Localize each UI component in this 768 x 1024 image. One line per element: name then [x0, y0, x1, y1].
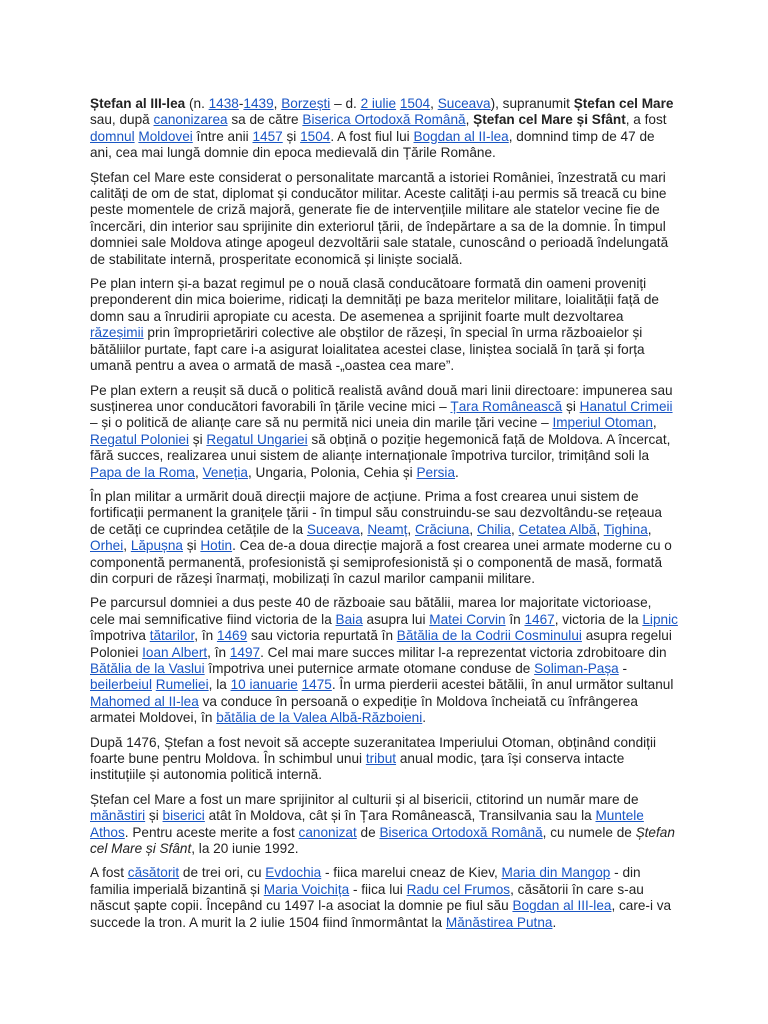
text-run: între anii [192, 128, 253, 144]
text-run: , [510, 521, 519, 537]
wiki-link[interactable]: tătarilor [149, 628, 195, 644]
text-run: de [356, 824, 380, 840]
text-run: , care-i va succede la tron. A murit la 2 iulie 1504 fiind înmormântat la [90, 898, 672, 930]
text-run: - [238, 96, 244, 111]
text-run: va conduce în persoană o expediție în Moldova încheiată cu înfrângerea armatei Moldovei, în [90, 693, 638, 726]
bold-text: Ștefan cel Mare [573, 96, 674, 111]
text-run: , la [208, 677, 231, 693]
text-run: (n. [185, 96, 209, 111]
wiki-link[interactable]: Regatul Ungariei [206, 431, 308, 447]
text-run: , [465, 112, 474, 128]
wiki-link[interactable]: Mănăstirea Putna [445, 914, 553, 930]
wiki-link[interactable]: Ioan Albert [142, 644, 208, 660]
wiki-link[interactable]: Suceava [306, 521, 360, 537]
text-run: , în [207, 644, 230, 660]
wiki-link[interactable]: Veneția [202, 464, 248, 480]
paragraph-7 [90, 735, 680, 784]
wiki-link[interactable]: 1457 [252, 128, 283, 144]
text-run: . Cel mai mare succes militar l-a reprezentat victoria zdrobitoare din [260, 644, 667, 660]
wiki-link[interactable]: Maria din Mangop [501, 865, 611, 881]
text-run: - fiica lui [349, 881, 407, 897]
wiki-link[interactable]: 1504 [399, 96, 431, 111]
paragraph-1 [90, 96, 680, 162]
text-run: , domnind timp de 47 de ani, cea mai lungă domnie din epoca medievală din Țările Române. [90, 128, 655, 161]
text-run: . [422, 710, 427, 726]
wiki-link[interactable]: Bătălia de la Codrii Cosminului [396, 628, 582, 644]
paragraph-2 [90, 170, 680, 268]
text-run: . [552, 914, 557, 930]
wiki-link[interactable]: Borzești [281, 96, 331, 111]
text-run: ), supranumit [490, 96, 574, 111]
italic-text: Ștefan cel Mare și Sfânt [90, 824, 675, 857]
text-run: . În urma pierderii acestei bătălii, în anul următor sultanul [331, 677, 674, 693]
text-run: , cu numele de [542, 824, 636, 840]
text-run: , la 20 iunie 1992. [191, 841, 299, 857]
document-page [90, 96, 680, 939]
text-run: – și o politică de alianțe care să nu permită nici uneia din marile țări vecine – [90, 415, 553, 431]
text-run: Ștefan cel Mare este considerat o personalitate marcantă a istoriei României, înzestrată cu mari calități de om de stat, diplomat și conducător militar. Aceste calități i-au permis să treacă cu bine peste momentele de criză majoră, generate fie de intervențiile militare ale statelor vecine fie de încercări, din interior sau sprijinite din exteriorul țării, de îndepărtare a sa de la domnie. În timpul domniei sale Moldova atinge apogeul dezvoltării sale statale, cunoscând o perioadă îndelungată de stabilitate internă, prosperitate economică și liniște socială. [90, 169, 669, 267]
wiki-link[interactable]: Lăpușna [130, 538, 183, 554]
paragraph-3 [90, 276, 680, 374]
text-run: . Cea de-a doua direcție majoră a fost crearea unei armate moderne cu o componentă permanentă, profesionistă și semiprofesionistă și o componentă de masă, formată din corpuri de răzeși înarmați, mobilizați în cazul marilor campanii militare. [90, 538, 672, 586]
text-run: . A fost fiul lui [330, 128, 414, 144]
text-run: sau, după [90, 112, 154, 128]
wiki-link[interactable]: 1497 [229, 644, 261, 660]
text-run: - din familia imperială bizantină și [90, 865, 641, 897]
text-run: Pe parcursul domniei a dus peste 40 de războaie sau bătălii, marea lor majoritate victorioase, cele mai semnificative fiind victoria de la [90, 595, 652, 627]
wiki-link[interactable]: Hotin [200, 538, 233, 554]
text-run: - fiica marelui cneaz de Kiev, [321, 865, 502, 881]
text-run: anual modic, țara își conserva intacte instituțiile și autonomia politică internă. [90, 751, 625, 783]
paragraph-8 [90, 792, 680, 858]
text-run: – d. [330, 96, 361, 111]
text-run: și [562, 398, 580, 414]
text-run: , [652, 415, 657, 431]
wiki-link[interactable]: Hanatul Crimeii [579, 398, 673, 414]
text-run: Pe plan extern a reușit să ducă o politică realistă având două mari linii directoare: impunerea sau susținerea unor conducători favorabili în țările vecine mici – [90, 382, 673, 414]
text-run: și [182, 538, 201, 554]
text-run: , [359, 521, 368, 537]
text-run: În plan militar a urmărit două direcții majore de acțiune. Prima a fost crearea unui sistem de fortificații permanent la granițele țării - în timpul său construindu-se sau dezvoltându-se rețeaua de cetăți ce cuprindea cetățile de la [90, 488, 662, 537]
text-run: și [145, 808, 163, 824]
wiki-link[interactable]: 1475 [301, 677, 332, 693]
paragraph-6 [90, 595, 680, 726]
text-run: , [647, 521, 652, 537]
text-run: Ștefan cel Mare a fost un mare sprijinitor al culturii și al bisericii, ctitorind un număr mare de [90, 791, 639, 807]
paragraph-5 [90, 489, 680, 587]
wiki-link[interactable]: 10 ianuarie [230, 677, 298, 693]
text-run: asupra regelui Poloniei [90, 628, 672, 660]
wiki-link[interactable]: Imperiul Otoman [552, 415, 653, 431]
text-run: împotriva unei puternice armate otomane conduse de [204, 661, 535, 676]
text-run: sau victoria repurtată în [247, 628, 397, 644]
text-run: , [273, 96, 282, 111]
wiki-link[interactable]: Suceava [437, 96, 491, 111]
wiki-link[interactable]: Matei Corvin [429, 611, 506, 627]
wiki-link[interactable]: canonizarea [153, 112, 228, 128]
wiki-link[interactable]: Soliman-Pașa [534, 661, 619, 676]
wiki-link[interactable]: 1439 [243, 96, 274, 111]
text-run: , căsătorii în care s-au născut șapte copii. Începând cu 1497 l-a asociat la domnie pe fiul său [90, 881, 644, 914]
text-run: , [123, 538, 131, 554]
paragraph-9 [90, 865, 680, 931]
wiki-link[interactable]: 1504 [300, 128, 331, 144]
wiki-link[interactable]: Maria Voichița [263, 881, 350, 897]
wiki-link[interactable]: 1438 [208, 96, 239, 111]
text-run: , în [194, 628, 217, 644]
wiki-link[interactable]: Moldovei [138, 128, 193, 144]
text-run: Pe plan intern și-a bazat regimul pe o nouă clasă conducătoare formată din oameni proveniți preponderent din mica boierime, ridicați la demnități pe baza meritelor militare, loialității față de domn sau a înrudirii apropiate cu acesta. De asemenea a sprijinit foarte mult dezvoltarea [90, 276, 659, 324]
wiki-link[interactable]: Radu cel Frumos [406, 881, 511, 897]
text-run: și [189, 431, 207, 447]
wiki-link[interactable]: 2 iulie [360, 96, 397, 111]
text-run: A fost [90, 865, 128, 881]
text-run: asupra lui [362, 611, 430, 627]
wiki-link[interactable]: Biserica Ortodoxă Română [302, 112, 466, 128]
text-run: , [596, 521, 604, 537]
wiki-link[interactable]: Regatul Poloniei [90, 431, 189, 447]
bold-text: Ștefan al III-lea [90, 96, 186, 111]
wiki-link[interactable]: domnul [90, 128, 135, 144]
wiki-link[interactable]: Mahomed al II-lea [90, 693, 199, 709]
text-run: După 1476, Ștefan a fost nevoit să accepte suzeranitatea Imperiului Otoman, obținând condiții foarte bune pentru Moldova. În schimbul unui [90, 734, 656, 767]
paragraph-4 [90, 383, 680, 481]
text-run: . [455, 464, 459, 480]
wiki-link[interactable]: răzeșimii [90, 325, 144, 341]
wiki-link[interactable]: 1467 [524, 611, 555, 627]
text-run: prin împroprietăriri colective ale obștilor de răzeși, în special în urma războaielor și bătăliilor purtate, fapt care i-a asigurat loialitatea acestei clase, liniștea socială în țară și forța umană pentru a avea o armată de masă -„oastea cea mare”. [90, 325, 645, 374]
text-run: și [282, 128, 301, 144]
text-run: , Ungaria, Polonia, Cehia și [247, 464, 417, 480]
text-run: , [195, 464, 203, 480]
text-run: - [618, 661, 628, 676]
wiki-link[interactable]: Chilia [476, 521, 511, 537]
wiki-link[interactable]: Bogdan al III-lea [512, 898, 612, 914]
wiki-link[interactable]: bătălia de la Valea Albă-Războieni [216, 710, 423, 726]
text-run: , [430, 96, 438, 111]
wiki-link[interactable]: Evdochia [265, 865, 322, 881]
wiki-link[interactable]: tribut [365, 751, 397, 767]
text-run: , [407, 521, 415, 537]
bold-text: Ștefan cel Mare și Sfânt [473, 112, 626, 128]
text-run: de trei ori, cu [179, 865, 266, 881]
wiki-link[interactable]: Bogdan al II-lea [413, 128, 509, 144]
wiki-link[interactable]: căsătorit [127, 865, 180, 881]
text-run: în [505, 611, 525, 627]
wiki-link[interactable]: Biserica Ortodoxă Română [379, 824, 543, 840]
wiki-link[interactable]: Neamț [367, 521, 408, 537]
wiki-link[interactable]: Tighina [603, 521, 648, 537]
wiki-link[interactable]: Țara Românească [450, 398, 563, 414]
wiki-link[interactable]: 1469 [216, 628, 248, 644]
text-run: împotriva [90, 628, 150, 644]
text-run: să obțină o poziție hegemonică față de Moldova. A încercat, fără succes, realizarea unui sistem de alianțe internaționale împotriva turcilor, trimițând soli la [90, 431, 671, 464]
wiki-link[interactable]: canonizat [298, 824, 357, 840]
wiki-link[interactable]: Bătălia de la Vaslui [90, 661, 205, 676]
wiki-link[interactable]: Persia [416, 464, 456, 480]
text-run: , [469, 521, 477, 537]
wiki-link[interactable]: Lipnic [642, 611, 678, 627]
wiki-link[interactable]: Papa de la Roma [90, 464, 196, 480]
text-run: atât în Moldova, cât și în Țara Românească, Transilvania sau la [204, 808, 596, 824]
wiki-link[interactable]: Baia [335, 611, 363, 627]
wiki-link[interactable]: beilerbeiul [90, 677, 152, 693]
wiki-link[interactable]: Muntele Athos [90, 808, 644, 840]
wiki-link[interactable]: Crăciuna [414, 521, 470, 537]
wiki-link[interactable]: mănăstiri [90, 808, 146, 824]
text-run: . Pentru aceste merite a fost [124, 824, 299, 840]
wiki-link[interactable]: Orhei [90, 538, 124, 554]
text-run: sa de către [227, 112, 303, 128]
wiki-link[interactable]: biserici [162, 808, 205, 824]
text-run: , a fost [625, 112, 667, 128]
text-run: , victoria de la [554, 611, 643, 627]
wiki-link[interactable]: Rumeliei [155, 677, 209, 693]
wiki-link[interactable]: Cetatea Albă [518, 521, 597, 537]
